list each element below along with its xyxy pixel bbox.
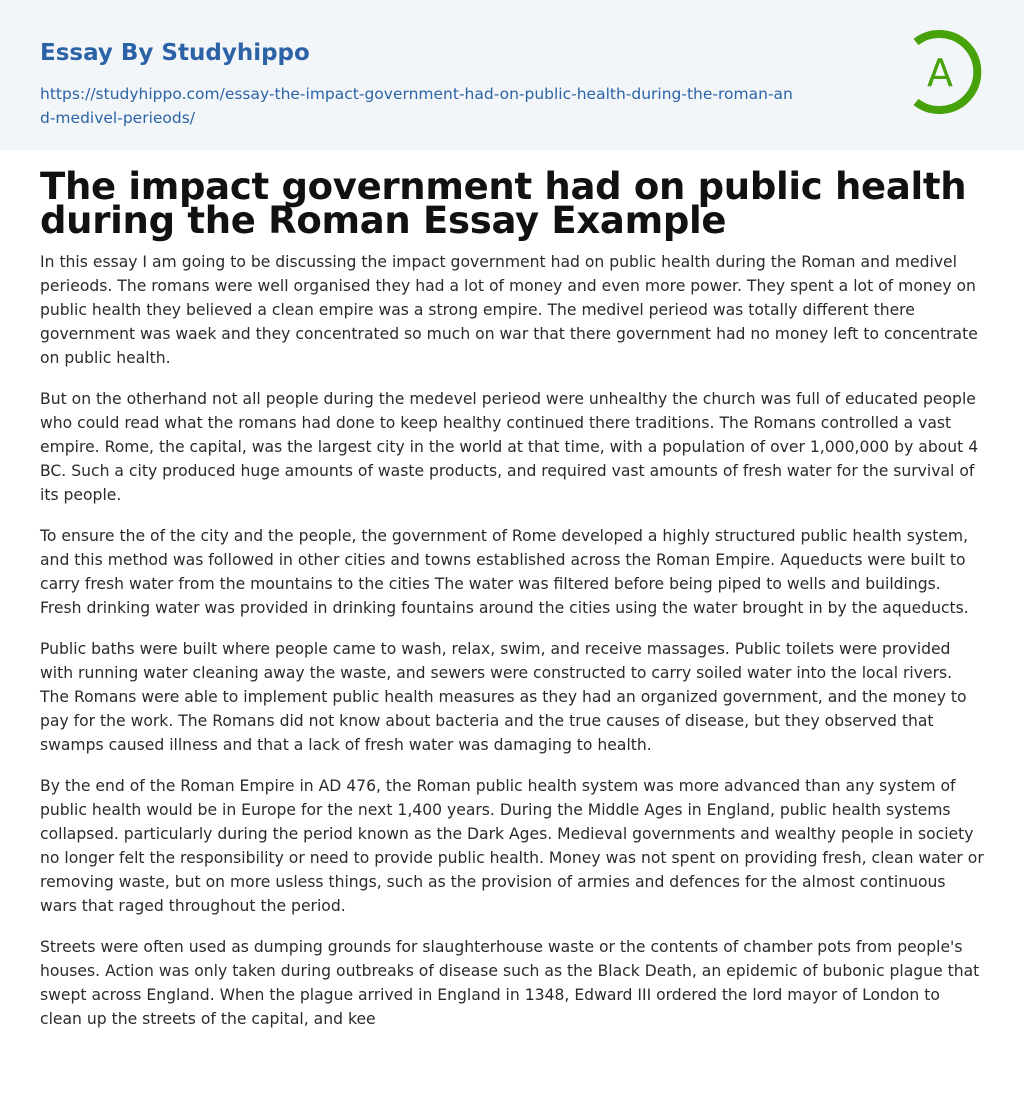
paragraph: But on the otherhand not all people during the medevel perieod were unhealthy the church was full of educated people who could read what the romans had done to keep healthy continued there traditions. The Romans controlled a vast empire. Rome, the capital, was the largest city in the world at that time, with a population of over 1,000,000 by about 4 BC. Such a city produced huge amounts of waste products, and required vast amounts of fresh water for the survival of its people. xyxy=(40,390,979,504)
logo-letter: A xyxy=(927,51,953,95)
paragraph: To ensure the of the city and the people, the government of Rome developed a highly structured public health system, and this method was followed in other cities and towns established across the Roman Empire. Aqueducts were built to carry fresh water from the mountains to the cities The water was filtered before being piped to wells and buildings. Fresh drinking water was provided in drinking fountains around the cities using the water brought in by the aqueducts. xyxy=(40,527,969,617)
paragraph: Streets were often used as dumping grounds for slaughterhouse waste or the contents of chamber pots from people's houses. Action was only taken during outbreaks of disease such as the Black Death, an epidemic of bubonic plague that swept across England. When the plague arrived in England in 1348, Edward III ordered the lord mayor of London to clean up the streets of the capital, and kee xyxy=(40,938,980,1028)
essay-body xyxy=(40,250,986,1048)
brand-title: Essay By Studyhippo xyxy=(40,40,310,66)
paragraph: By the end of the Roman Empire in AD 476, the Roman public health system was more advanced than any system of public health would be in Europe for the next 1,400 years. During the Middle Ages in England, public health systems collapsed. particularly during the period known as the Dark Ages. Medieval governments and wealthy people in society no longer felt the responsibility or need to provide public health. Money was not spent on providing fresh, clean water or removing waste, but on more usless things, such as the provision of armies and defences for the almost continuous wars that raged throughout the period. xyxy=(40,777,984,915)
page-title: The impact government had on public health during the Roman Essay Example xyxy=(40,165,967,242)
paragraph: In this essay I am going to be discussing the impact government had on public health during the Roman and medivel perieods. The romans were well organised they had a lot of money and even more power. They spent a lot of money on public health they believed a clean empire was a strong empire. The medivel perieod was totally different there government was waek and they concentrated so much on war that there government had no money left to concentrate on public health. xyxy=(40,253,978,367)
paragraph: Public baths were built where people came to wash, relax, swim, and receive massages. Public toilets were provided with running water cleaning away the waste, and sewers were constructed to carry soiled water into the local rivers. The Romans were able to implement public health measures as they had an organized government, and the money to pay for the work. The Romans did not know about bacteria and the true causes of disease, but they observed that swamps caused illness and that a lack of fresh water was damaging to health. xyxy=(40,640,967,754)
source-url-link[interactable]: https://studyhippo.com/essay-the-impact-government-had-on-public-health-during-the-roman-and-medivel-perieods/ xyxy=(40,85,793,127)
